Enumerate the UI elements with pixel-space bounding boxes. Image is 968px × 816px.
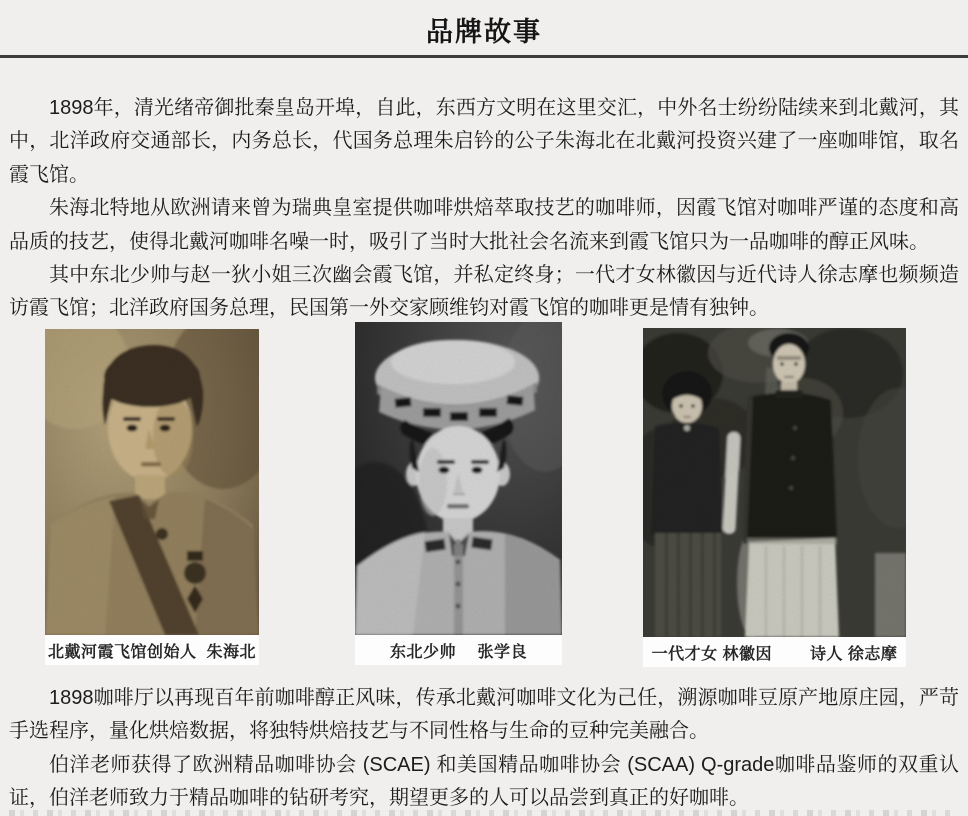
story-paragraph-1: 1898年，清光绪帝御批秦皇岛开埠，自此，东西方文明在这里交汇，中外名士纷纷陆续来到北戴河，其中，北洋政府交通部长，内务总长，代国务总理朱启钤的公子朱海北在北戴河投资兴建了一座咖啡馆，取名霞飞馆。 [9,97,959,186]
photo-caption-zhang-xueliang: 东北少帅 张学良 [355,635,562,665]
photo-lin-huiyin-xu-zhimo [643,328,906,667]
photo-caption-lin-xu: 一代才女 林徽因 诗人 徐志摩 [643,637,906,667]
historic-photo-image [643,328,906,637]
story-paragraph-4: 1898咖啡厅以再现百年前咖啡醇正风味，传承北戴河咖啡文化为己任，溯源咖啡豆原产地原庄园，严苛手选程序，量化烘焙数据，将独特烘焙技艺与不同性格与生命的豆种完美融合。 [9,687,959,743]
photo-zhu-haibei [45,329,259,665]
story-paragraph-3: 其中东北少帅与赵一狄小姐三次幽会霞飞馆，并私定终身；一代才女林徽因与近代诗人徐志摩也频频造访霞飞馆；北洋政府国务总理，民国第一外交家顾维钧对霞飞馆的咖啡更是情有独钟。 [9,264,959,320]
story-paragraph-5: 伯洋老师获得了欧洲精品咖啡协会 (SCAE) 和美国精品咖啡协会 (SCAA) Q-grade咖啡品鉴师的双重认证，伯洋老师致力于精品咖啡的钻研考究，期望更多的人可以品尝到真正的好咖啡。 [9,753,959,810]
historic-photo-image [45,329,259,635]
page-title: 品牌故事 [426,17,542,47]
historic-photo-image [355,322,562,635]
story-upper-text [9,92,959,326]
story-paragraph-2: 朱海北特地从欧洲请来曾为瑞典皇室提供咖啡烘焙萃取技艺的咖啡师，因霞飞馆对咖啡严谨的态度和高品质的技艺，使得北戴河咖啡名噪一时，吸引了当时大批社会名流来到霞飞馆只为一品咖啡的醇正风味。 [9,197,959,253]
title-divider [0,55,968,58]
photo-zhang-xueliang [355,322,562,665]
photo-caption-zhu-haibei: 北戴河霞飞馆创始人 朱海北 [45,635,259,665]
story-lower-text [9,682,959,816]
cutoff-next-line-sliver [9,810,959,816]
